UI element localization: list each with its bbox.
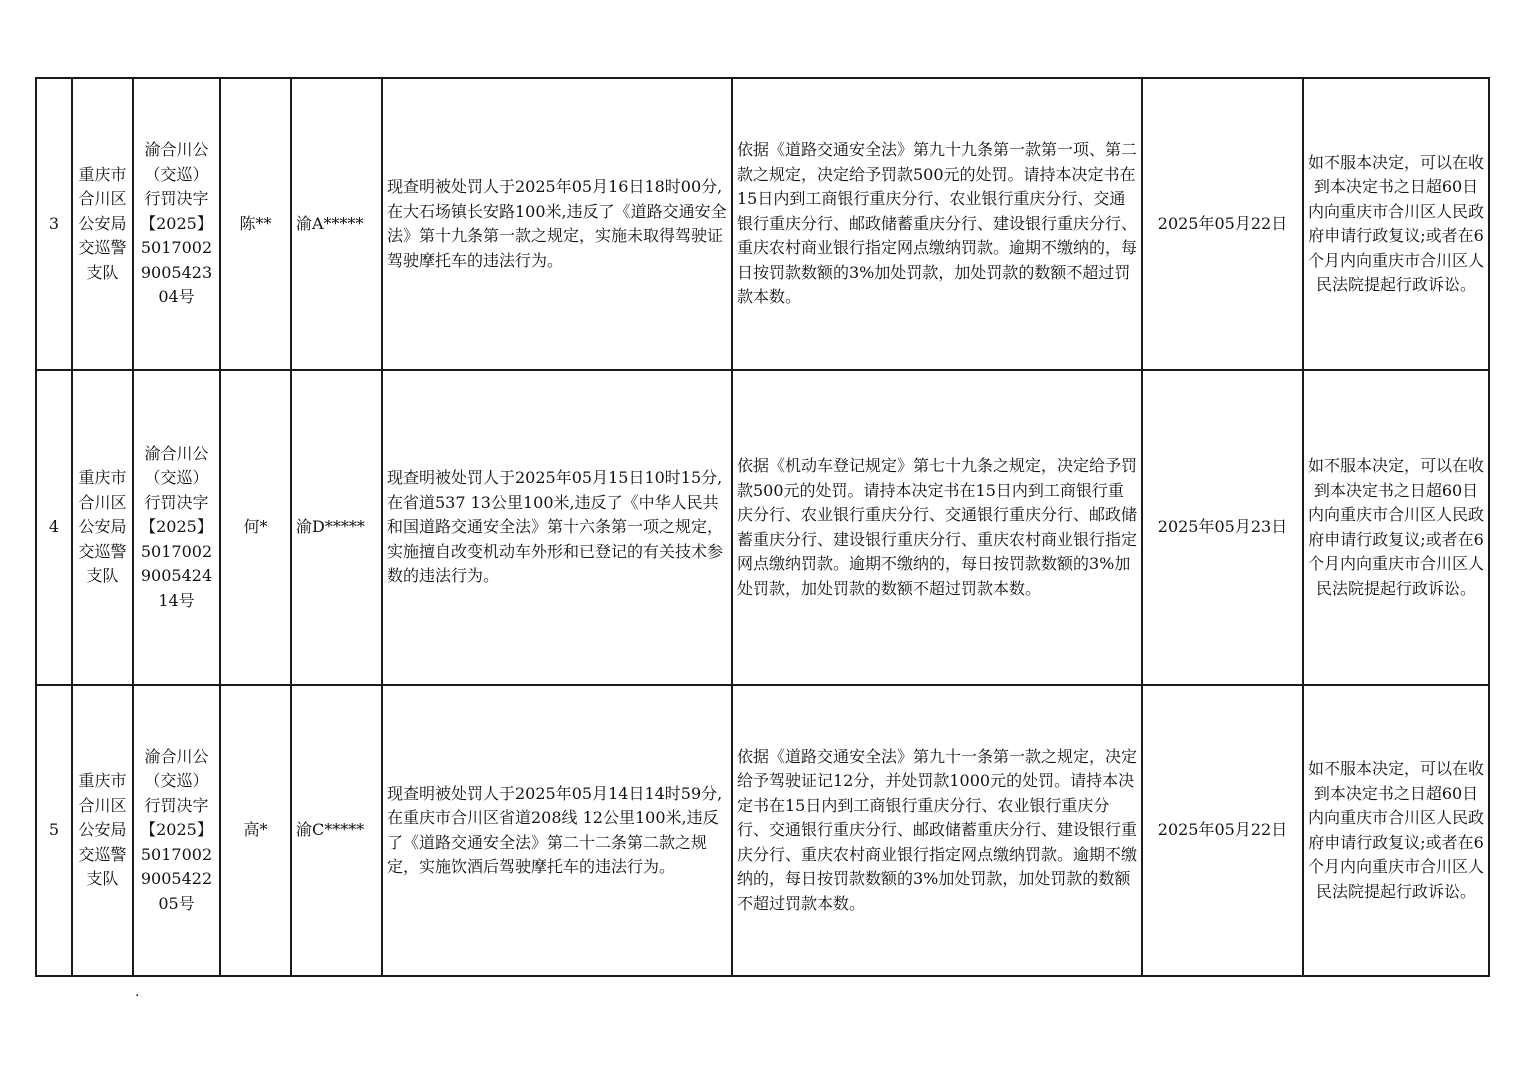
- issuing-authority: 重庆市合川区公安局交巡警支队: [72, 685, 133, 976]
- row-index: 3: [36, 78, 72, 370]
- plate-number: 渝C*****: [291, 685, 382, 976]
- violation-facts: 现查明被处罚人于2025年05月16日18时00分,在大石场镇长安路100米,违反了《道路交通安全法》第十九条第一款之规定，实施未取得驾驶证驾驶摩托车的违法行为。: [382, 78, 732, 370]
- table-row: [36, 685, 1489, 976]
- footer-mark: .: [135, 984, 140, 1000]
- offender-name: 何*: [220, 370, 291, 685]
- legal-remedy: 如不服本决定，可以在收到本决定书之日超60日内向重庆市合川区人民政府申请行政复议;或者在6个月内向重庆市合川区人民法院提起行政诉讼。: [1303, 78, 1489, 370]
- plate-number: 渝A*****: [291, 78, 382, 370]
- violation-facts: 现查明被处罚人于2025年05月15日10时15分,在省道537 13公里100米,违反了《中华人民共和国道路交通安全法》第十六条第一项之规定，实施擅自改变机动车外形和已登记的有关技术参数的违法行为。: [382, 370, 732, 685]
- penalty-basis: 依据《道路交通安全法》第九十九条第一款第一项、第二款之规定，决定给予罚款500元的处罚。请持本决定书在15日内到工商银行重庆分行、农业银行重庆分行、交通银行重庆分行、邮政储蓄重庆分行、建设银行重庆分行、重庆农村商业银行指定网点缴纳罚款。逾期不缴纳的，每日按罚款数额的3%加处罚款，加处罚款的数额不超过罚款本数。: [732, 78, 1142, 370]
- issuing-authority: 重庆市合川区公安局交巡警支队: [72, 370, 133, 685]
- row-index: 4: [36, 370, 72, 685]
- offender-name: 高*: [220, 685, 291, 976]
- decision-date: 2025年05月22日: [1142, 78, 1303, 370]
- penalty-decision-table: [35, 77, 1490, 977]
- decision-number: 渝合川公（交巡）行罚决字【2025】5017002900542205号: [133, 685, 220, 976]
- plate-number: 渝D*****: [291, 370, 382, 685]
- decision-number: 渝合川公（交巡）行罚决字【2025】5017002900542414号: [133, 370, 220, 685]
- legal-remedy: 如不服本决定，可以在收到本决定书之日超60日内向重庆市合川区人民政府申请行政复议;或者在6个月内向重庆市合川区人民法院提起行政诉讼。: [1303, 370, 1489, 685]
- legal-remedy: 如不服本决定，可以在收到本决定书之日超60日内向重庆市合川区人民政府申请行政复议;或者在6个月内向重庆市合川区人民法院提起行政诉讼。: [1303, 685, 1489, 976]
- penalty-basis: 依据《道路交通安全法》第九十一条第一款之规定，决定给予驾驶证记12分，并处罚款1000元的处罚。请持本决定书在15日内到工商银行重庆分行、农业银行重庆分行、交通银行重庆分行、邮政储蓄重庆分行、建设银行重庆分行、重庆农村商业银行指定网点缴纳罚款。逾期不缴纳的，每日按罚款数额的3%加处罚款，加处罚款的数额不超过罚款本数。: [732, 685, 1142, 976]
- violation-facts: 现查明被处罚人于2025年05月14日14时59分,在重庆市合川区省道208线 12公里100米,违反了《道路交通安全法》第二十二条第二款之规定，实施饮酒后驾驶摩托车的违法行为。: [382, 685, 732, 976]
- decision-date: 2025年05月22日: [1142, 685, 1303, 976]
- row-index: 5: [36, 685, 72, 976]
- table-row: [36, 78, 1489, 370]
- penalty-basis: 依据《机动车登记规定》第七十九条之规定，决定给予罚款500元的处罚。请持本决定书在15日内到工商银行重庆分行、农业银行重庆分行、交通银行重庆分行、邮政储蓄重庆分行、建设银行重庆分行、重庆农村商业银行指定网点缴纳罚款。逾期不缴纳的，每日按罚款数额的3%加处罚款，加处罚款的数额不超过罚款本数。: [732, 370, 1142, 685]
- offender-name: 陈**: [220, 78, 291, 370]
- decision-number: 渝合川公（交巡）行罚决字【2025】5017002900542304号: [133, 78, 220, 370]
- decision-date: 2025年05月23日: [1142, 370, 1303, 685]
- issuing-authority: 重庆市合川区公安局交巡警支队: [72, 78, 133, 370]
- table-row: [36, 370, 1489, 685]
